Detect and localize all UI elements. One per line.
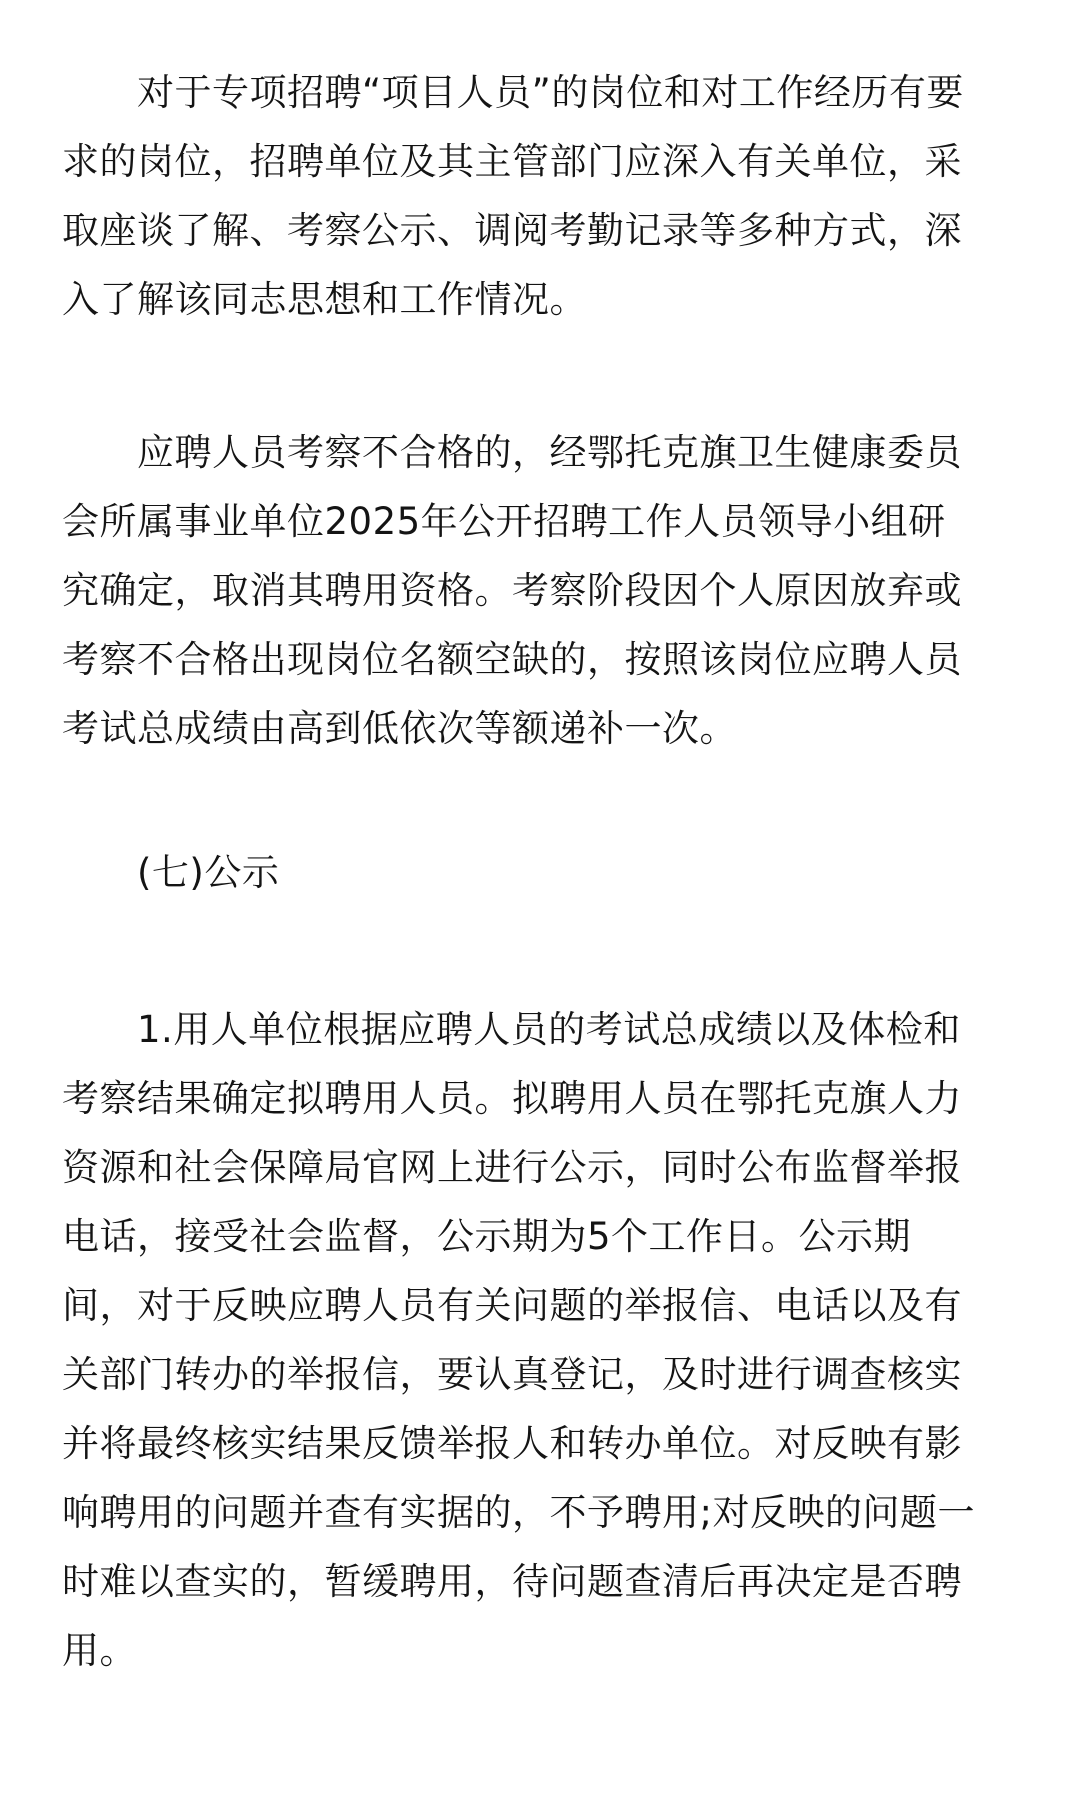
paragraph-inspection-methods: 对于专项招聘“项目人员”的岗位和对工作经历有要 求的岗位，招聘单位及其主管部门应深入有关单位，采 取座谈了解、考察公示、调阅考勤记录等多种方式，深 入了解该同志思想和工作情况。 [62,71,964,321]
section-heading-publicity: (七)公示 [62,851,280,894]
paragraph-publicity-rules: 1.用人单位根据应聘人员的考试总成绩以及体检和 考察结果确定拟聘用人员。拟聘用人员在鄂托克旗人力 资源和社会保障局官网上进行公示，同时公布监督举报 电话，接受社会监督，公示期为5个工作日。公示期 间，对于反映应聘人员有关问题的举报信、电话以及有 关部门转办的举报信，要认真登记，及时进行调查核实 并将最终核实结果反馈举报人和转办单位。对反映有影 响聘用的问题并查有实据的，不予聘用;对反映的问题一 时难以查实的，暂缓聘用，待问题查清后再决定是否聘 用。 [62,1008,975,1672]
paragraph-inspection-failure: 应聘人员考察不合格的，经鄂托克旗卫生健康委员 会所属事业单位2025年公开招聘工作人员领导小组研 究确定，取消其聘用资格。考察阶段因个人原因放弃或 考察不合格出现岗位名额空缺的，按照该岗位应聘人员 考试总成绩由高到低依次等额递补一次。 [62,431,962,750]
